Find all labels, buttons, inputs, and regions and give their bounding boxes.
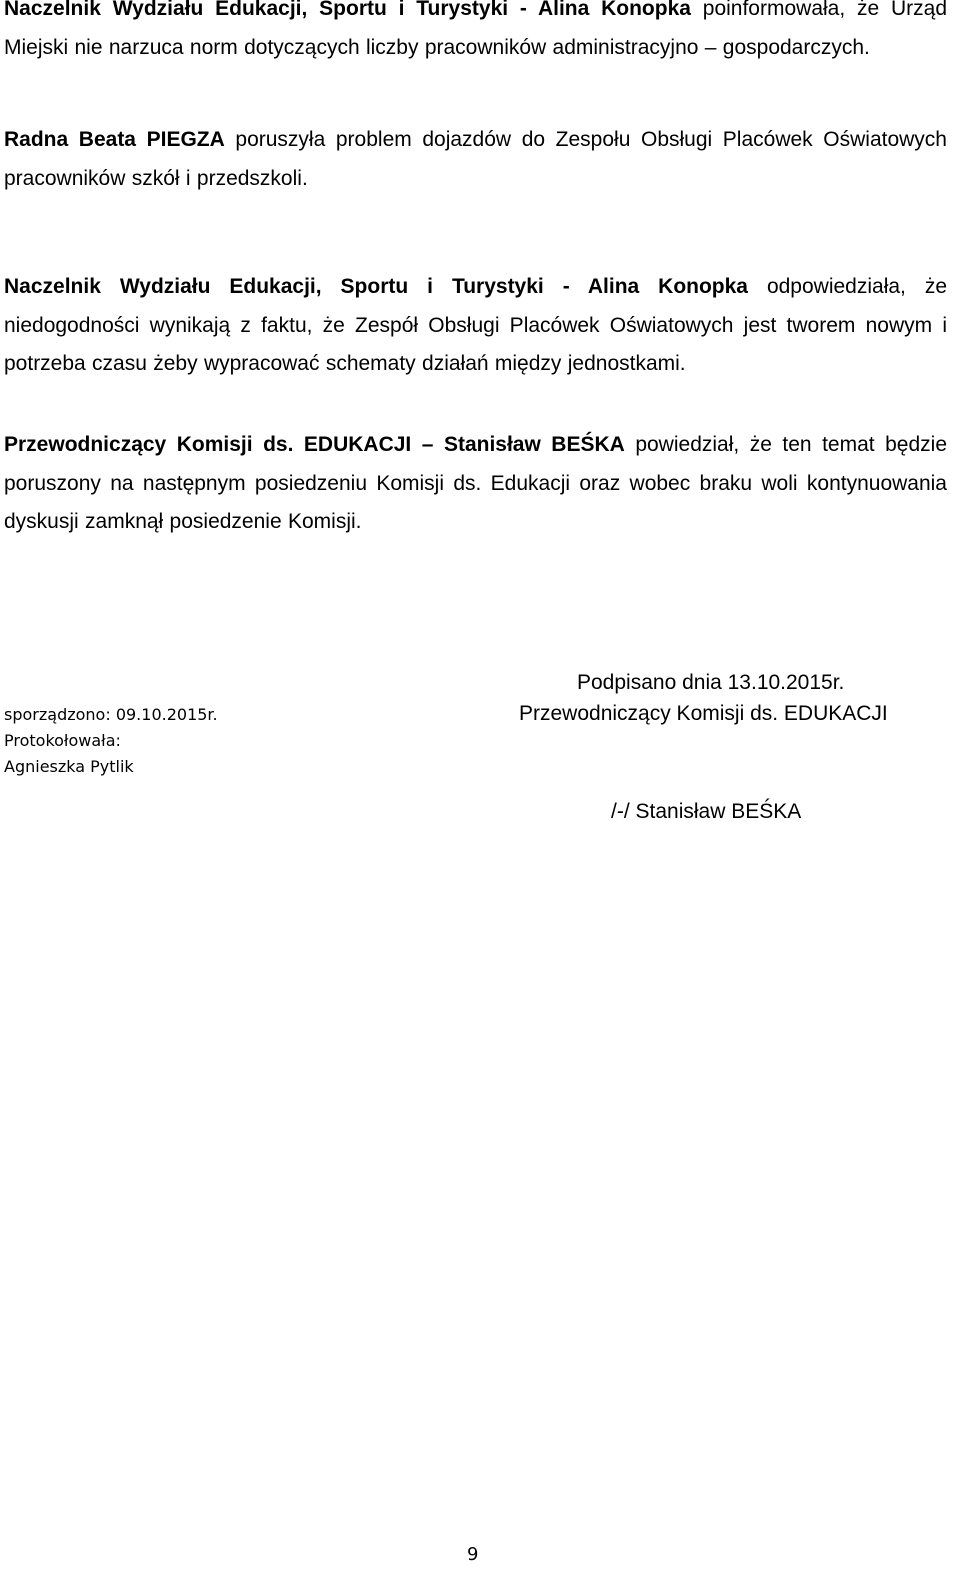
paragraph-text: poinformowała, że Urząd Miejski nie narzuca norm dotyczących liczby pracowników administracyjno – gospodarczych. — [4, 0, 948, 59]
speaker-name: Radna Beata PIEGZA — [4, 128, 225, 151]
paragraph-konopka-norms — [4, 0, 947, 67]
minutes-label: Protokołowała: — [4, 731, 121, 750]
paragraph-piegza-commute — [4, 121, 947, 198]
speaker-name: Naczelnik Wydziału Edukacji, Sportu i Turystyki - Alina Konopka — [4, 0, 691, 20]
speaker-name: Naczelnik Wydziału Edukacji, Sportu i Turystyki - Alina Konopka — [4, 275, 748, 298]
prepared-date: sporządzono: 09.10.2015r. — [4, 705, 218, 724]
paragraph-text: poruszyła problem dojazdów do Zespołu Obsługi Placówek Oświatowych pracowników szkół i przedszkoli. — [4, 128, 947, 190]
minutes-author: Agnieszka Pytlik — [4, 757, 134, 776]
paragraph-text: odpowiedziała, że niedogodności wynikają z faktu, że Zespół Obsługi Placówek Oświatowych jest tworem nowym i potrzeba czasu żeby wypracować schematy działań między jednostkami. — [4, 275, 948, 375]
page-number: 9 — [467, 1544, 479, 1565]
paragraph-konopka-answer — [4, 268, 947, 384]
speaker-name: Przewodniczący Komisji ds. EDUKACJI – Stanisław BEŚKA — [4, 433, 625, 456]
paragraph-text: powiedział, że ten temat będzie poruszony na następnym posiedzeniu Komisji ds. Edukacji oraz wobec braku woli kontynuowania dyskusji zamknął posiedzenie Komisji. — [4, 433, 947, 533]
paragraph-beska-closing — [4, 426, 947, 542]
chair-signature-name: /-/ Stanisław BEŚKA — [611, 800, 802, 823]
signed-date: Podpisano dnia 13.10.2015r. — [577, 671, 845, 694]
chair-title: Przewodniczący Komisji ds. EDUKACJI — [519, 702, 888, 725]
minutes-metadata — [4, 702, 218, 780]
